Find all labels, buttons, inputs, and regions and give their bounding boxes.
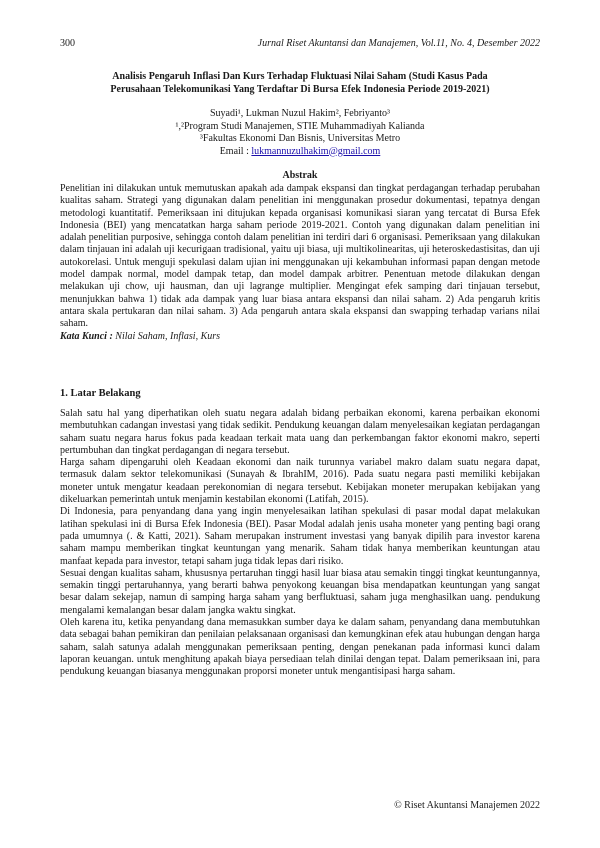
paragraph: Sesuai dengan kualitas saham, khususnya pertaruhan tinggi hasil luar biasa atau semakin tinggi tingkat keuntungannya, semakin tinggi pertaruhannya, yang berarti bahwa penyokong keuangan bisa mendapatkan keuntungan yang sangat besar dalam sekejap, namun di samping harga saham yang berfluktuasi, saham juga menghasilkan uang. pendukung mengalami kemalangan besar dalam jangka waktu singkat. <box>60 567 540 616</box>
running-header <box>60 38 540 52</box>
journal-citation: Jurnal Riset Akuntansi dan Manajemen, Vol.11, No. 4, Desember 2022 <box>257 38 540 49</box>
email-line <box>60 146 540 159</box>
section-heading: 1. Latar Belakang <box>60 388 141 399</box>
keywords-line <box>60 331 540 343</box>
title-line-2: Perusahaan Telekomunikasi Yang Terdaftar Di Bursa Efek Indonesia Periode 2019-2021) <box>110 84 490 95</box>
keywords-text: Nilai Saham, Inflasi, Kurs <box>115 330 221 342</box>
author-names: Suyadi¹, Lukman Nuzul Hakim², Febriyanto³ <box>209 108 391 119</box>
abstract-body <box>60 183 540 343</box>
section-body <box>60 408 540 679</box>
author-block <box>60 108 540 158</box>
paragraph: Oleh karena itu, ketika penyandang dana memasukkan sumber daya ke dalam saham, penyandang dana membutuhkan data sebagai bahan pemikiran dan penilaian pelaksanaan organisasi dan kemungkinan efek atau hubungan dengan harga saham, salah satunya adalah menggunakan pemeriksaan penting, dengan penekanan pada informasi kunci dalam laporan keuangan. untuk menghitung apakah biaya persediaan telah dinilai dengan tepat. Dalam pemeriksaan ini, para pendukung keuangan biasanya menggunakan proporsi moneter untuk mengantisipasi harga saham. <box>60 617 540 678</box>
keywords-label: Kata Kunci : <box>60 330 116 342</box>
paper-title <box>60 70 540 96</box>
email-label: Email : <box>219 145 252 157</box>
affiliation-1: ¹,²Program Studi Manajemen, STIE Muhammadiyah Kalianda <box>175 120 425 132</box>
title-line-1: Analisis Pengaruh Inflasi Dan Kurs Terhadap Fluktuasi Nilai Saham (Studi Kasus Pada <box>112 71 488 82</box>
email-link[interactable]: lukmannuzulhakim@gmail.com <box>251 145 381 157</box>
abstract-text: Penelitian ini dilakukan untuk memutuskan apakah ada dampak ekspansi dan tingkat perdagangan terhadap perubahan kualitas saham. Strategi yang digunakan dalam penelitian ini menggunakan prosedur dokumentasi, tepatnya dengan metodologi kuantitatif. Pemeriksaan ini ditujukan kepada organisasi komunikasi siaran yang tercatat di Bursa Efek Indonesia (BEI) yang mencatatkan harga saham periode 2019-2021. Contoh yang digunakan dalam penelitian ini adalah penelitian purposive, sehingga contoh dalam penelitian ini terdiri dari 6 organisasi. Pemeriksaan yang dilakukan dalam tinjauan ini adalah uji kecurigaan tradisional, yaitu uji biasa, uji multikolinearitas, uji heteroskedastisitas, dan uji autokorelasi. Untuk menguji spekulasi dalam ujian ini menggunakan uji kekambuhan informasi papan dengan metode model dampak normal, model dampak tetap, dan model dampak arbitrer. Penentuan metode dilakukan dengan melakukan uji chow, uji hausman, dan uji lagrange multiplier. Mengingat efek samping dari tinjauan tersebut, menunjukkan bahwa 1) tidak ada dampak yang luar biasa antara ekspansi dan nilai saham. 2) Ada pengaruh kritis antara skala pertukaran dan nilai saham. 3) Ada pengaruh antara skala ekspansi dan swapping terhadap varians nilai saham. <box>60 183 540 330</box>
paragraph: Di Indonesia, para penyandang dana yang ingin menyelesaikan latihan spekulasi di pasar modal dapat melakukan latihan spekulasi ini di Bursa Efek Indonesia (BEI). Pasar Modal adalah jenis usaha moneter yang penting bagi orang pada umumnya (. & Katti, 2021). Saham merupakan instrument investasi yang banyak dipilih para investor karena saham mampu memberikan tingkat keuntungan yang menarik. Saham tidak hanya memberikan keuntungan atau manfaat kepada para investor, tetapi saham juga tidak lepas dari risiko. <box>60 506 540 567</box>
copyright-footer: © Riset Akuntansi Manajemen 2022 <box>394 800 540 811</box>
page-number: 300 <box>60 38 75 49</box>
paragraph: Salah satu hal yang diperhatikan oleh suatu negara adalah bidang perbaikan ekonomi, karena perbaikan ekonomi membutuhkan cadangan investasi yang tidak sedikit. Pendukung keuangan dalam menyelesaikan kegiatan perdagangan saham suatu negara harus fokus pada keadaan terkait mata uang dan perkembangan faktor ekonomi makro, seperti pertumbuhan dan tingkat perdagangan di negara tersebut. <box>60 408 540 456</box>
abstract-heading: Abstrak <box>282 170 318 181</box>
paragraph: Harga saham dipengaruhi oleh Keadaan ekonomi dan naik turunnya variabel makro dalam suatu negara dapat, termasuk dalam sektor telekomunikasi (Sunayah & IbrahIM, 2016). Pada suatu negara pasti memiliki kebijakan moneter untuk mengatur keadaan perekonomian di negara tersebut. Kebijakan moneter merupakan kebijakan yang dikeluarkan pemerintah untuk menjamin kestabilan ekonomi (Latifah, 2015). <box>60 457 540 506</box>
affiliation-2: ³Fakultas Ekonomi Dan Bisnis, Universitas Metro <box>199 133 401 144</box>
